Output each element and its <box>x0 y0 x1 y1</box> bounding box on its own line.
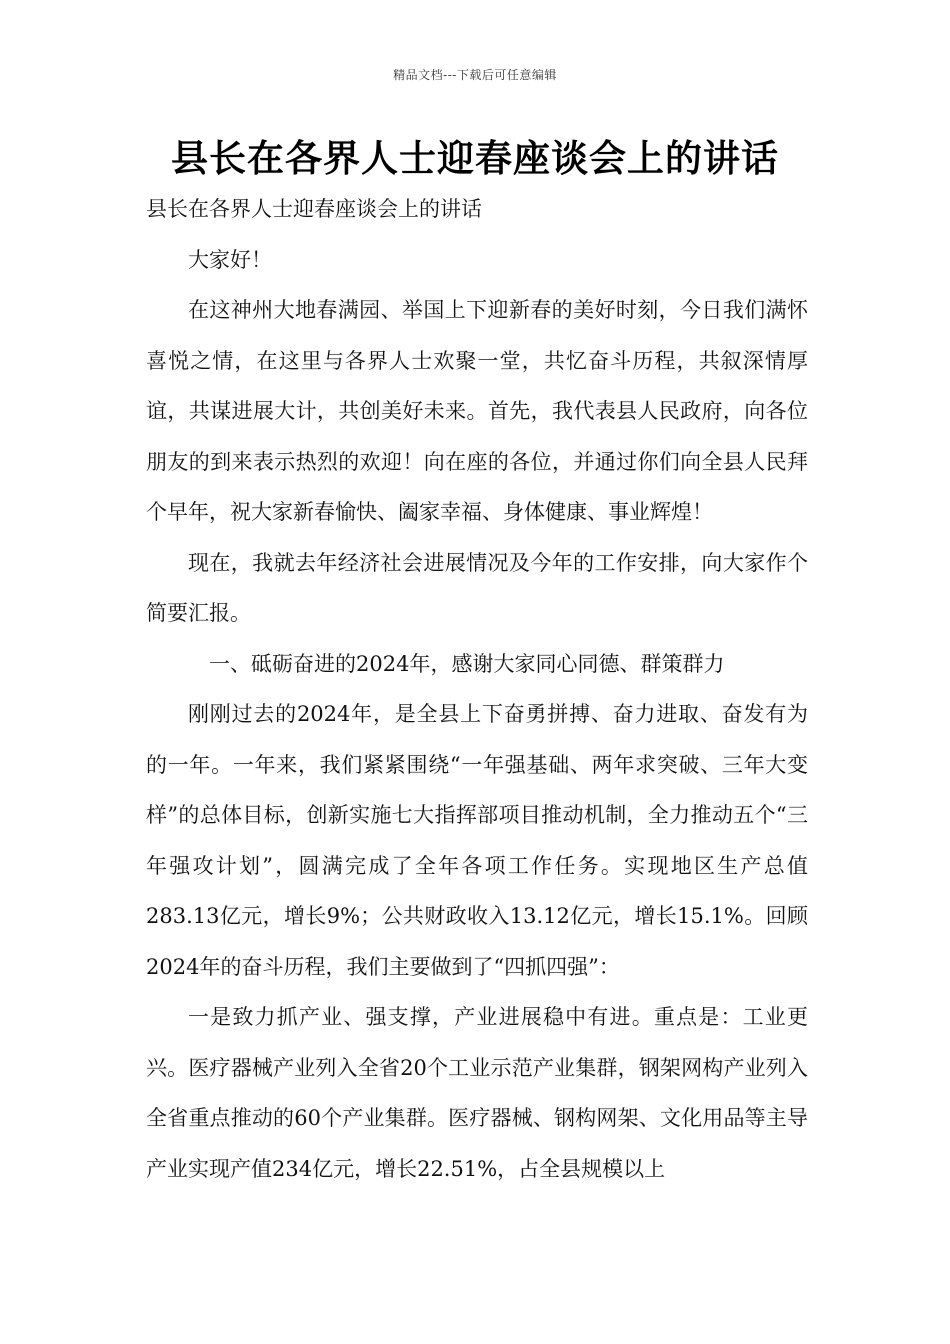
paragraph-industry: 一是致力抓产业、强支撑，产业进展稳中有进。重点是：工业更兴。医疗器械产业列入全省20个工业示范产业集群，钢架网构产业列入全省重点推动的60个产业集群。医疗器械、钢构网架、文化用品等主导产业实现产值234亿元，增长22.51%，占全县规模以上 <box>146 1005 808 1181</box>
paragraph-report-intro: 现在，我就去年经济社会进展情况及今年的工作安排，向大家作个简要汇报。 <box>146 550 808 625</box>
document-subtitle: 县长在各界人士迎春座谈会上的讲话 <box>146 197 482 221</box>
paragraph-opening: 在这神州大地春满园、举国上下迎新春的美好时刻，今日我们满怀喜悦之情，在这里与各界人士欢聚一堂，共忆奋斗历程，共叙深情厚谊，共谋进展大计，共创美好未来。首先，我代表县人民政府，向各位朋友的到来表示热烈的欢迎！向在座的各位，并通过你们向全县人民拜个早年，祝大家新春愉快、阖家幸福、身体健康、事业辉煌！ <box>146 298 808 524</box>
paragraph-review: 刚刚过去的2024年，是全县上下奋勇拼搏、奋力进取、奋发有为的一年。一年来，我们紧紧围绕“一年强基础、两年求突破、三年大变样”的总体目标，创新实施七大指挥部项目推动机制，全力推动五个“三年强攻计划”，圆满完成了全年各项工作任务。实现地区生产总值283.13亿元，增长9%；公共财政收入13.12亿元，增长15.1%。回顾2024年的奋斗历程，我们主要做到了“四抓四强”： <box>146 702 808 979</box>
header-note: 精品文档---下载后可任意编辑 <box>393 68 557 82</box>
paragraph-greeting: 大家好！ <box>188 247 272 272</box>
document-title: 县长在各界人士迎春座谈会上的讲话 <box>171 136 779 180</box>
document-body <box>146 184 808 1194</box>
section-heading: 一、砥砺奋进的2024年，感谢大家同心同德、群策群力 <box>209 651 725 676</box>
